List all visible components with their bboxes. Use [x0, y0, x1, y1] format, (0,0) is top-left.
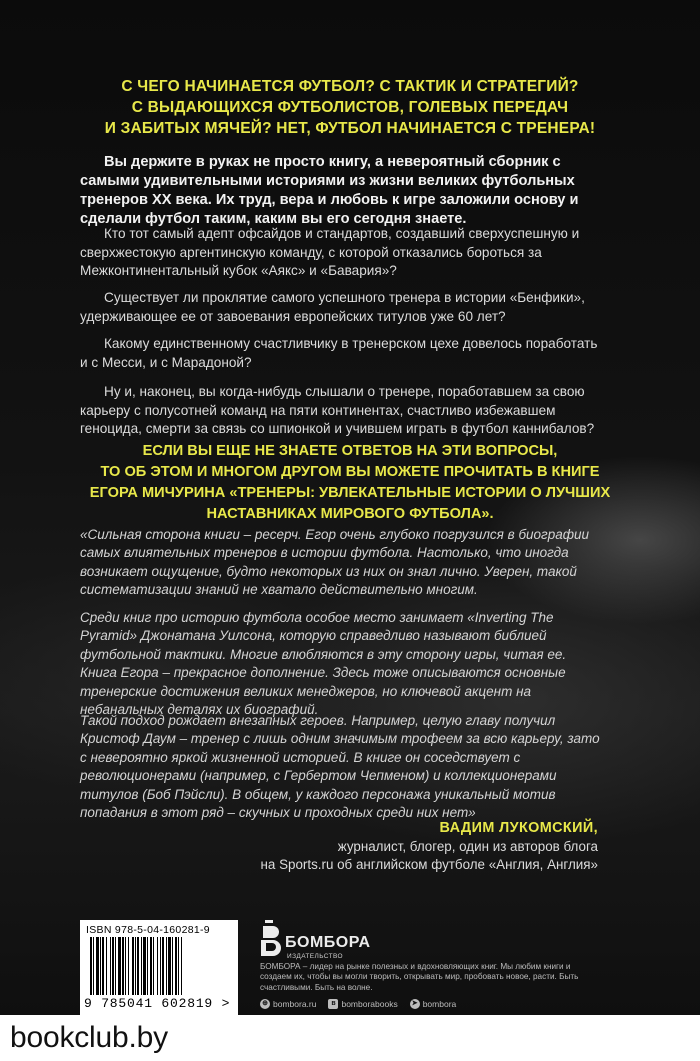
cta-line: ТО ОБ ЭТОМ И МНОГОМ ДРУГОМ ВЫ МОЖЕТЕ ПРОЧИТАТЬ В КНИГЕ [100, 464, 600, 480]
bombora-logo-icon [259, 918, 283, 962]
barcode-bar [102, 937, 104, 995]
barcode-bar [160, 937, 161, 995]
question-paragraph: Существует ли проклятие самого успешного тренера в истории «Бенфики», удерживающее ее от завоевания европейских титулов уже 60 лет? [80, 290, 585, 324]
review-quote-paragraph: Такой подход рождает внезапных героев. Например, целую главу получил Кристоф Даум – тренер с лишь одним значимым трофеем за всю карьеру, зато с невероятно яркой жизненной историей. В книге он соседствует с революционерами (например, с Гербертом Чепменом) и коллекционерами титулов (Боб Пэйсли). В общем, у каждого персонажа уникальный мотив попадания в этот ряд – скучных и проходных среди них нет» [80, 713, 600, 821]
barcode-bars [90, 937, 228, 997]
publisher-subtitle: ИЗДАТЕЛЬСТВО [287, 953, 343, 960]
barcode-bar [178, 937, 179, 995]
social-label: bombora [422, 999, 457, 1009]
barcode-bar [122, 937, 124, 995]
social-link-telegram[interactable] [410, 999, 457, 1009]
barcode-bar [125, 937, 126, 995]
cta-line: ЕСЛИ ВЫ ЕЩЕ НЕ ЗНАЕТЕ ОТВЕТОВ НА ЭТИ ВОПРОСЫ, [142, 443, 558, 459]
vk-icon: в [328, 999, 338, 1009]
barcode-bar [157, 937, 158, 995]
barcode-bar [175, 937, 177, 995]
tagline [60, 76, 640, 139]
cta-line: НАСТАВНИКАХ МИРОВОГО ФУТБОЛА». [206, 506, 494, 522]
lead-paragraph: Вы держите в руках не просто книгу, а невероятный сборник с самыми удивительными историями из жизни великих футбольных тренеров XX века. Их труд, вера и любовь к игре заложили основу и сделали футбол таким, каким вы его сегодня знаете. [80, 154, 579, 227]
author-role: на Sports.ru об английском футболе «Англия, Англия» [260, 856, 598, 872]
barcode-bar [181, 937, 182, 995]
barcode-bar [172, 937, 173, 995]
publisher-name: БОМБОРА [285, 934, 371, 951]
barcode-bar [135, 937, 136, 995]
barcode-digits: 9 785041 602819 > [84, 996, 231, 1011]
social-label: bombora.ru [273, 999, 317, 1009]
social-label: bomborabooks [341, 999, 398, 1009]
barcode-bar [141, 937, 142, 995]
tagline-line: И ЗАБИТЫХ МЯЧЕЙ? НЕТ, ФУТБОЛ НАЧИНАЕТСЯ С ТРЕНЕРА! [104, 120, 596, 137]
barcode-bar [93, 937, 94, 995]
watermark-footer [0, 1015, 700, 1061]
site-watermark: bookclub.by [10, 1021, 168, 1054]
question-paragraph: Ну и, наконец, вы когда-нибудь слышали о тренере, поработавшем за свою карьеру с полусотней команд на пяти континентах, счастливо избежавшем геноцида, смерти за связь со шпионкой и учившем играть в футбол каннибалов? [80, 384, 595, 437]
barcode-bar [112, 937, 114, 995]
review-quote-paragraph: Среди книг про историю футбола особое место занимает «Inverting The Pyramid» Джонатана Уилсона, которую справедливо называют библией футбольной тактики. Многие влюбляются в эту сторону игры, читая ее. Книга Егора – прекрасное дополнение. Здесь тоже описываются основные тренерские достижения великих менеджеров, но ключевой акцент на небанальных деталях их биографий. [80, 610, 567, 718]
barcode-bar [137, 937, 139, 995]
isbn-barcode [80, 920, 238, 1015]
telegram-icon: ➤ [410, 999, 420, 1009]
question-paragraph: Какому единственному счастливчику в тренерском цехе довелось поработать и с Месси, и с Марадоной? [80, 336, 598, 370]
isbn-label: ISBN 978-5-04-160281-9 [86, 924, 210, 936]
barcode-bar [106, 937, 107, 995]
barcode-bar [128, 937, 129, 995]
barcode-bar [96, 937, 99, 995]
barcode-bar [132, 937, 134, 995]
barcode-bar [115, 937, 116, 995]
tagline-line: С ВЫДАЮЩИХСЯ ФУТБОЛИСТОВ, ГОЛЕВЫХ ПЕРЕДАЧ [131, 99, 569, 116]
author-role: журналист, блогер, один из авторов блога [337, 838, 598, 854]
social-link-website[interactable] [260, 999, 316, 1009]
barcode-bar [147, 937, 148, 995]
barcode-bar [143, 937, 146, 995]
publisher-description: БОМБОРА – лидер на рынке полезных и вдохновляющих книг. Мы любим книги и создаем их, чтобы вы могли творить, открывать мир, пробовать новое, расти. Быть счастливыми. Быть на волне. [260, 962, 579, 992]
question-paragraph: Кто тот самый адепт офсайдов и стандартов, создавший сверхуспешную и сверхжестокую аргентинскую команду, с которой отказались бороться за Межконтинентальный кубок «Аякс» и «Бавария»? [80, 226, 580, 279]
barcode-bar [166, 937, 167, 995]
barcode-bar [118, 937, 121, 995]
globe-icon: ⊕ [260, 999, 270, 1009]
cta-line: ЕГОРА МИЧУРИНА «ТРЕНЕРЫ: УВЛЕКАТЕЛЬНЫЕ ИСТОРИИ О ЛУЧШИХ [89, 485, 611, 501]
barcode-bar [150, 937, 152, 995]
author-name: ВАДИМ ЛУКОМСКИЙ, [439, 820, 598, 836]
barcode-bar [90, 937, 92, 995]
barcode-bar [110, 937, 111, 995]
social-link-vk[interactable] [328, 999, 397, 1009]
barcode-bar [168, 937, 171, 995]
call-to-action [60, 441, 640, 525]
barcode-bar [153, 937, 154, 995]
quote-attribution [261, 820, 599, 873]
review-quote-paragraph: «Сильная сторона книги – ресерч. Егор очень глубоко погрузился в биографии самых влиятельных тренеров в истории футбола. Настолько, что иногда возникает ощущение, будто некоторых из них он знал лично. Уверен, такой систематизации знаний не хватало действительно многим. [80, 527, 590, 598]
social-links [260, 999, 456, 1009]
tagline-line: С ЧЕГО НАЧИНАЕТСЯ ФУТБОЛ? С ТАКТИК И СТРАТЕГИЙ? [121, 78, 579, 95]
barcode-bar [100, 937, 101, 995]
barcode-bar [162, 937, 164, 995]
